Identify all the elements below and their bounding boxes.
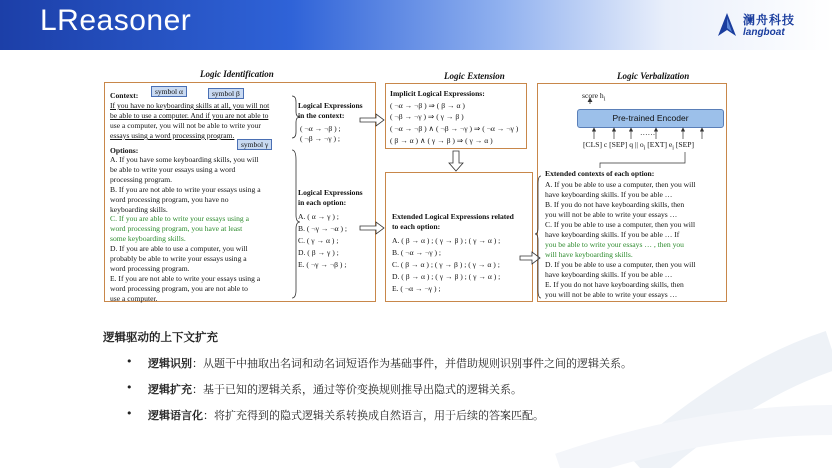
extended-ctx-line: you be able to write your essays … , then you [545, 240, 684, 249]
logic-context-title: in the context: [298, 111, 345, 120]
logic-option-title: in each option: [298, 198, 347, 207]
context-line: use a computer, you will not be able to write your [110, 121, 261, 130]
section-title-extension: Logic Extension [444, 71, 505, 81]
extended-ctx-line: have keyboarding skills. If you be able … [545, 190, 673, 199]
logic-option-line: C. ( γ → α ) ; [298, 236, 339, 245]
implicit-line: ( ¬α → ¬β ) ⇒ ( β → α ) [390, 101, 465, 110]
context-line: essays using a word processing program. [110, 131, 235, 140]
implicit-title: Implicit Logical Expressions: [390, 89, 485, 98]
extended-logic-line: B. ( ¬α → ¬γ ) ; [392, 248, 442, 257]
logic-option-line: A. ( α → γ ) ; [298, 212, 339, 221]
logo-text-cn: 澜舟科技 [743, 13, 796, 27]
extended-ctx-line: you will not be able to write your essays … [545, 290, 678, 299]
extended-ctx-line: have keyboarding skills. If you be able … [545, 270, 673, 279]
page-title: LReasoner [40, 4, 192, 37]
option-line: C. If you are able to write your essays using a [110, 214, 249, 223]
logic-option-line: D. ( β → γ ) ; [298, 248, 339, 257]
option-line: keyboarding skills. [110, 205, 168, 214]
extended-logic-line: D. ( β → α ) ; ( γ → β ) ; ( γ → α ) ; [392, 272, 501, 281]
section-heading: 逻辑驱动的上下文扩充 [103, 330, 218, 344]
option-line: word processing program, you have no [110, 195, 229, 204]
extended-logic-line: E. ( ¬α → ¬γ ) ; [392, 284, 441, 293]
option-line: E. If you are not able to write your essays using a [110, 274, 261, 283]
extended-ctx-line: B. If you do not have keyboarding skills, then [545, 200, 685, 209]
option-line: word processing program, you are not able to [110, 284, 248, 293]
option-line: word processing program. [110, 264, 190, 273]
logic-context-line: ( ¬β → ¬γ ) ; [300, 134, 341, 143]
extended-ctx-line: you will not be able to write your essays … [545, 210, 678, 219]
option-line: A. If you have some keyboarding skills, you will [110, 155, 259, 164]
logic-option-line: B. ( ¬γ → ¬α ) ; [298, 224, 348, 233]
bullet-item [126, 381, 522, 397]
implicit-line: ( β → α ) ∧ ( γ → β ) ⇒ ( γ → α ) [390, 136, 493, 145]
option-line: be able to write your essays using a word [110, 165, 236, 174]
bullet-dot-icon: • [126, 407, 133, 420]
option-line: D. If you are able to use a computer, you will [110, 244, 248, 253]
bullet-term: 逻辑扩充 [148, 383, 192, 396]
extended-ctx-line: will have keyboarding skills. [545, 250, 633, 259]
extended-logic-title: to each option: [392, 222, 441, 231]
extended-ctx-line: A. If you be able to use a computer, then you will [545, 180, 696, 189]
extended-logic-line: C. ( β → α ) ; ( γ → β ) ; ( γ → α ) ; [392, 260, 500, 269]
bullet-term: 逻辑语言化 [148, 409, 203, 422]
input-tokens: [CLS] c [SEP] q || $o_i$ [EXT] $e_i$ [SEP] [583, 140, 695, 152]
extended-logic-line: A. ( β → α ) ; ( γ → β ) ; ( γ → α ) ; [392, 236, 501, 245]
bullet-term: 逻辑识别 [148, 357, 192, 370]
bullet-item [126, 355, 632, 371]
tag-symbol-gamma: symbol γ [237, 139, 272, 150]
extended-ctx-line: E. If you do not have keyboarding skills, then [545, 280, 684, 289]
bullet-text: ：从题干中抽取出名词和动名词短语作为基础事件，并借助规则识别事件之间的逻辑关系。 [192, 357, 632, 370]
extended-ctx-line: C. If you be able to use a computer, then you will [545, 220, 696, 229]
option-line: use a computer. [110, 294, 158, 303]
options-label: Options: [110, 146, 139, 155]
tag-symbol-beta: symbol β [208, 88, 244, 99]
bullet-dot-icon: • [126, 355, 133, 368]
bullet-text: ：将扩充得到的隐式逻辑关系转换成自然语言，用于后续的答案匹配。 [203, 409, 544, 422]
implicit-line: ( ¬β → ¬γ ) ⇒ ( γ → β ) [390, 112, 464, 121]
encoder-dots: …… [640, 128, 656, 137]
context-label: Context: [110, 91, 139, 100]
context-line: be able to use a computer. And if you are not able to [110, 111, 269, 120]
option-line: word processing program, you have at least [110, 224, 243, 233]
pretrained-encoder-block: Pre-trained Encoder [577, 109, 724, 128]
option-line: probably be able to write your essays using a [110, 254, 247, 263]
extended-ctx-line: have keyboarding skills. If you be able … If [545, 230, 680, 239]
option-line: some keyboarding skills. [110, 234, 186, 243]
bullet-item [126, 407, 544, 423]
option-line: B. If you are not able to write your essays using a [110, 185, 261, 194]
bullet-dot-icon: • [126, 381, 133, 394]
option-line: processing program. [110, 175, 172, 184]
implicit-line: ( ¬α → ¬β ) ∧ ( ¬β → ¬γ ) ⇒ ( ¬α → ¬γ ) [390, 124, 519, 133]
extended-logic-title: Extended Logical Expressions related [392, 212, 514, 221]
logic-context-title: Logical Expressions [298, 101, 363, 110]
tag-symbol-alpha: symbol α [151, 86, 187, 97]
context-line: If you have no keyboarding skills at all, you will not [110, 101, 270, 110]
logo-text-en: langboat [743, 27, 785, 38]
bullet-text: ：基于已知的逻辑关系，通过等价变换规则推导出隐式的逻辑关系。 [192, 383, 522, 396]
logic-option-title: Logical Expressions [298, 188, 363, 197]
score-label: score $h_i$ [582, 91, 606, 103]
logic-option-line: E. ( ¬γ → ¬β ) ; [298, 260, 347, 269]
section-title-identification: Logic Identification [200, 69, 274, 79]
section-title-verbalization: Logic Verbalization [617, 71, 690, 81]
extended-ctx-line: D. If you be able to use a computer, then you will [545, 260, 696, 269]
extended-ctx-title: Extended contexts of each option: [545, 169, 655, 178]
logic-context-line: ( ¬α → ¬β ) ; [300, 124, 341, 133]
